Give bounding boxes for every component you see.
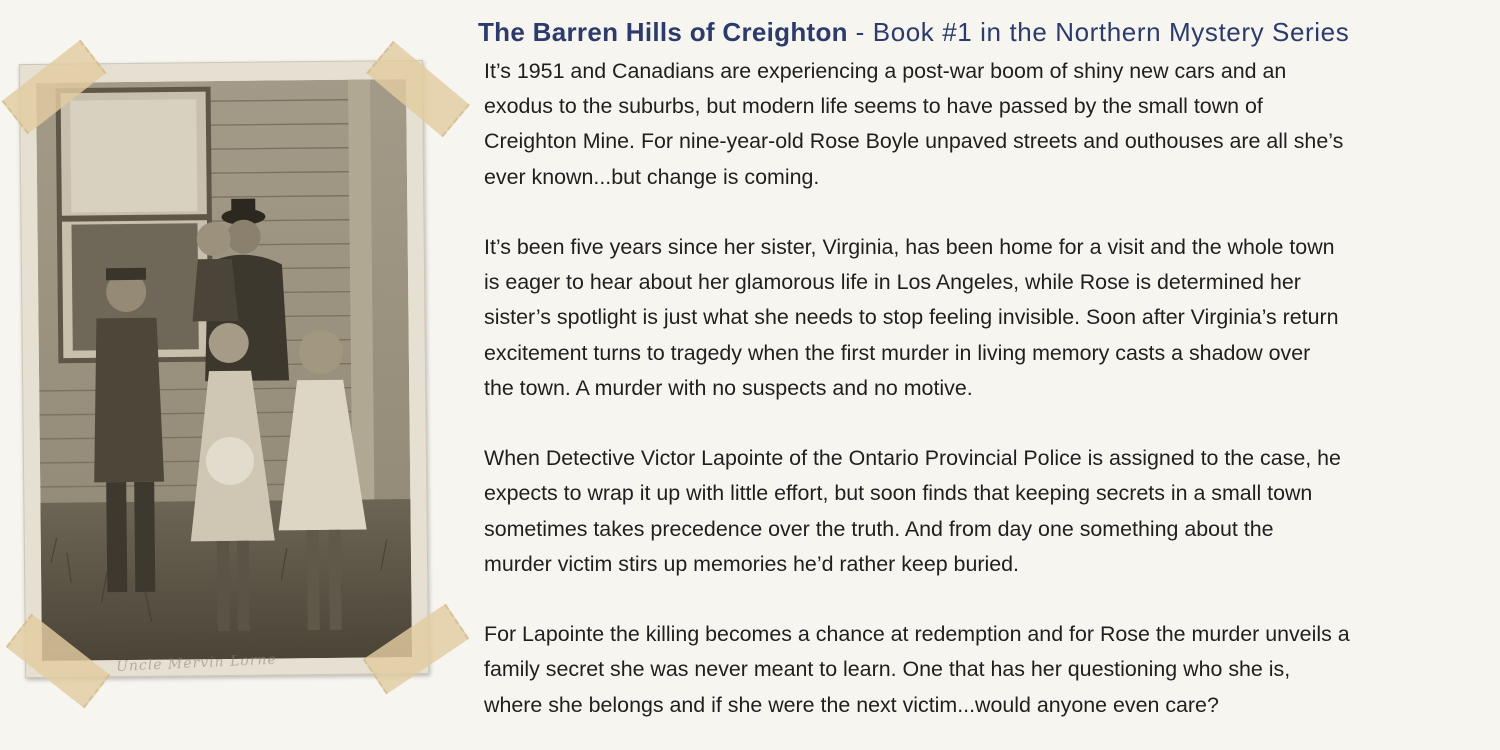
series-label: Book #1 in the Northern Mystery Series xyxy=(872,17,1350,47)
heading-separator: - xyxy=(847,17,873,47)
book-title: The Barren Hills of Creighton xyxy=(478,17,848,47)
vintage-photo-area xyxy=(0,0,470,750)
family-photo-image xyxy=(36,79,412,661)
book-heading xyxy=(478,10,1493,54)
synopsis-paragraph-3: When Detective Victor Lapointe of the Ontario Provincial Police is assigned to the case, he expects to wrap it up with little effort, but soon finds that keeping secrets in a small town sometimes takes precedence over the truth. And from day one something about the murder victim stirs up memories he’d rather keep buried. xyxy=(484,446,1341,576)
synopsis-paragraph-1: It’s 1951 and Canadians are experiencing a post-war boom of shiny new cars and an exodus to the suburbs, but modern life seems to have passed by the small town of Creighton Mine. For nine-year-old Rose Boyle unpaved streets and outhouses are all she’s ever known...but change is coming. xyxy=(484,59,1344,189)
photo-handwritten-caption: Uncle Mervin Lorne xyxy=(115,651,278,675)
synopsis-paragraph-4: For Lapointe the killing becomes a chance at redemption and for Rose the murder unveils a family secret she was never meant to learn. One that has her questioning who she is, where she belongs and if she were the next victim...would anyone even care? xyxy=(484,622,1350,717)
synopsis-paragraph-2: It’s been five years since her sister, Virginia, has been home for a visit and the whole town is eager to hear about her glamorous life in Los Angeles, while Rose is determined her sister’s spotlight is just what she needs to stop feeling invisible. Soon after Virginia’s return excitement turns to tragedy when the first murder in living memory casts a shadow over the town. A murder with no suspects and no motive. xyxy=(484,235,1339,400)
vintage-photo xyxy=(19,60,429,678)
family-photo-illustration xyxy=(36,79,412,661)
book-description xyxy=(478,10,1493,723)
